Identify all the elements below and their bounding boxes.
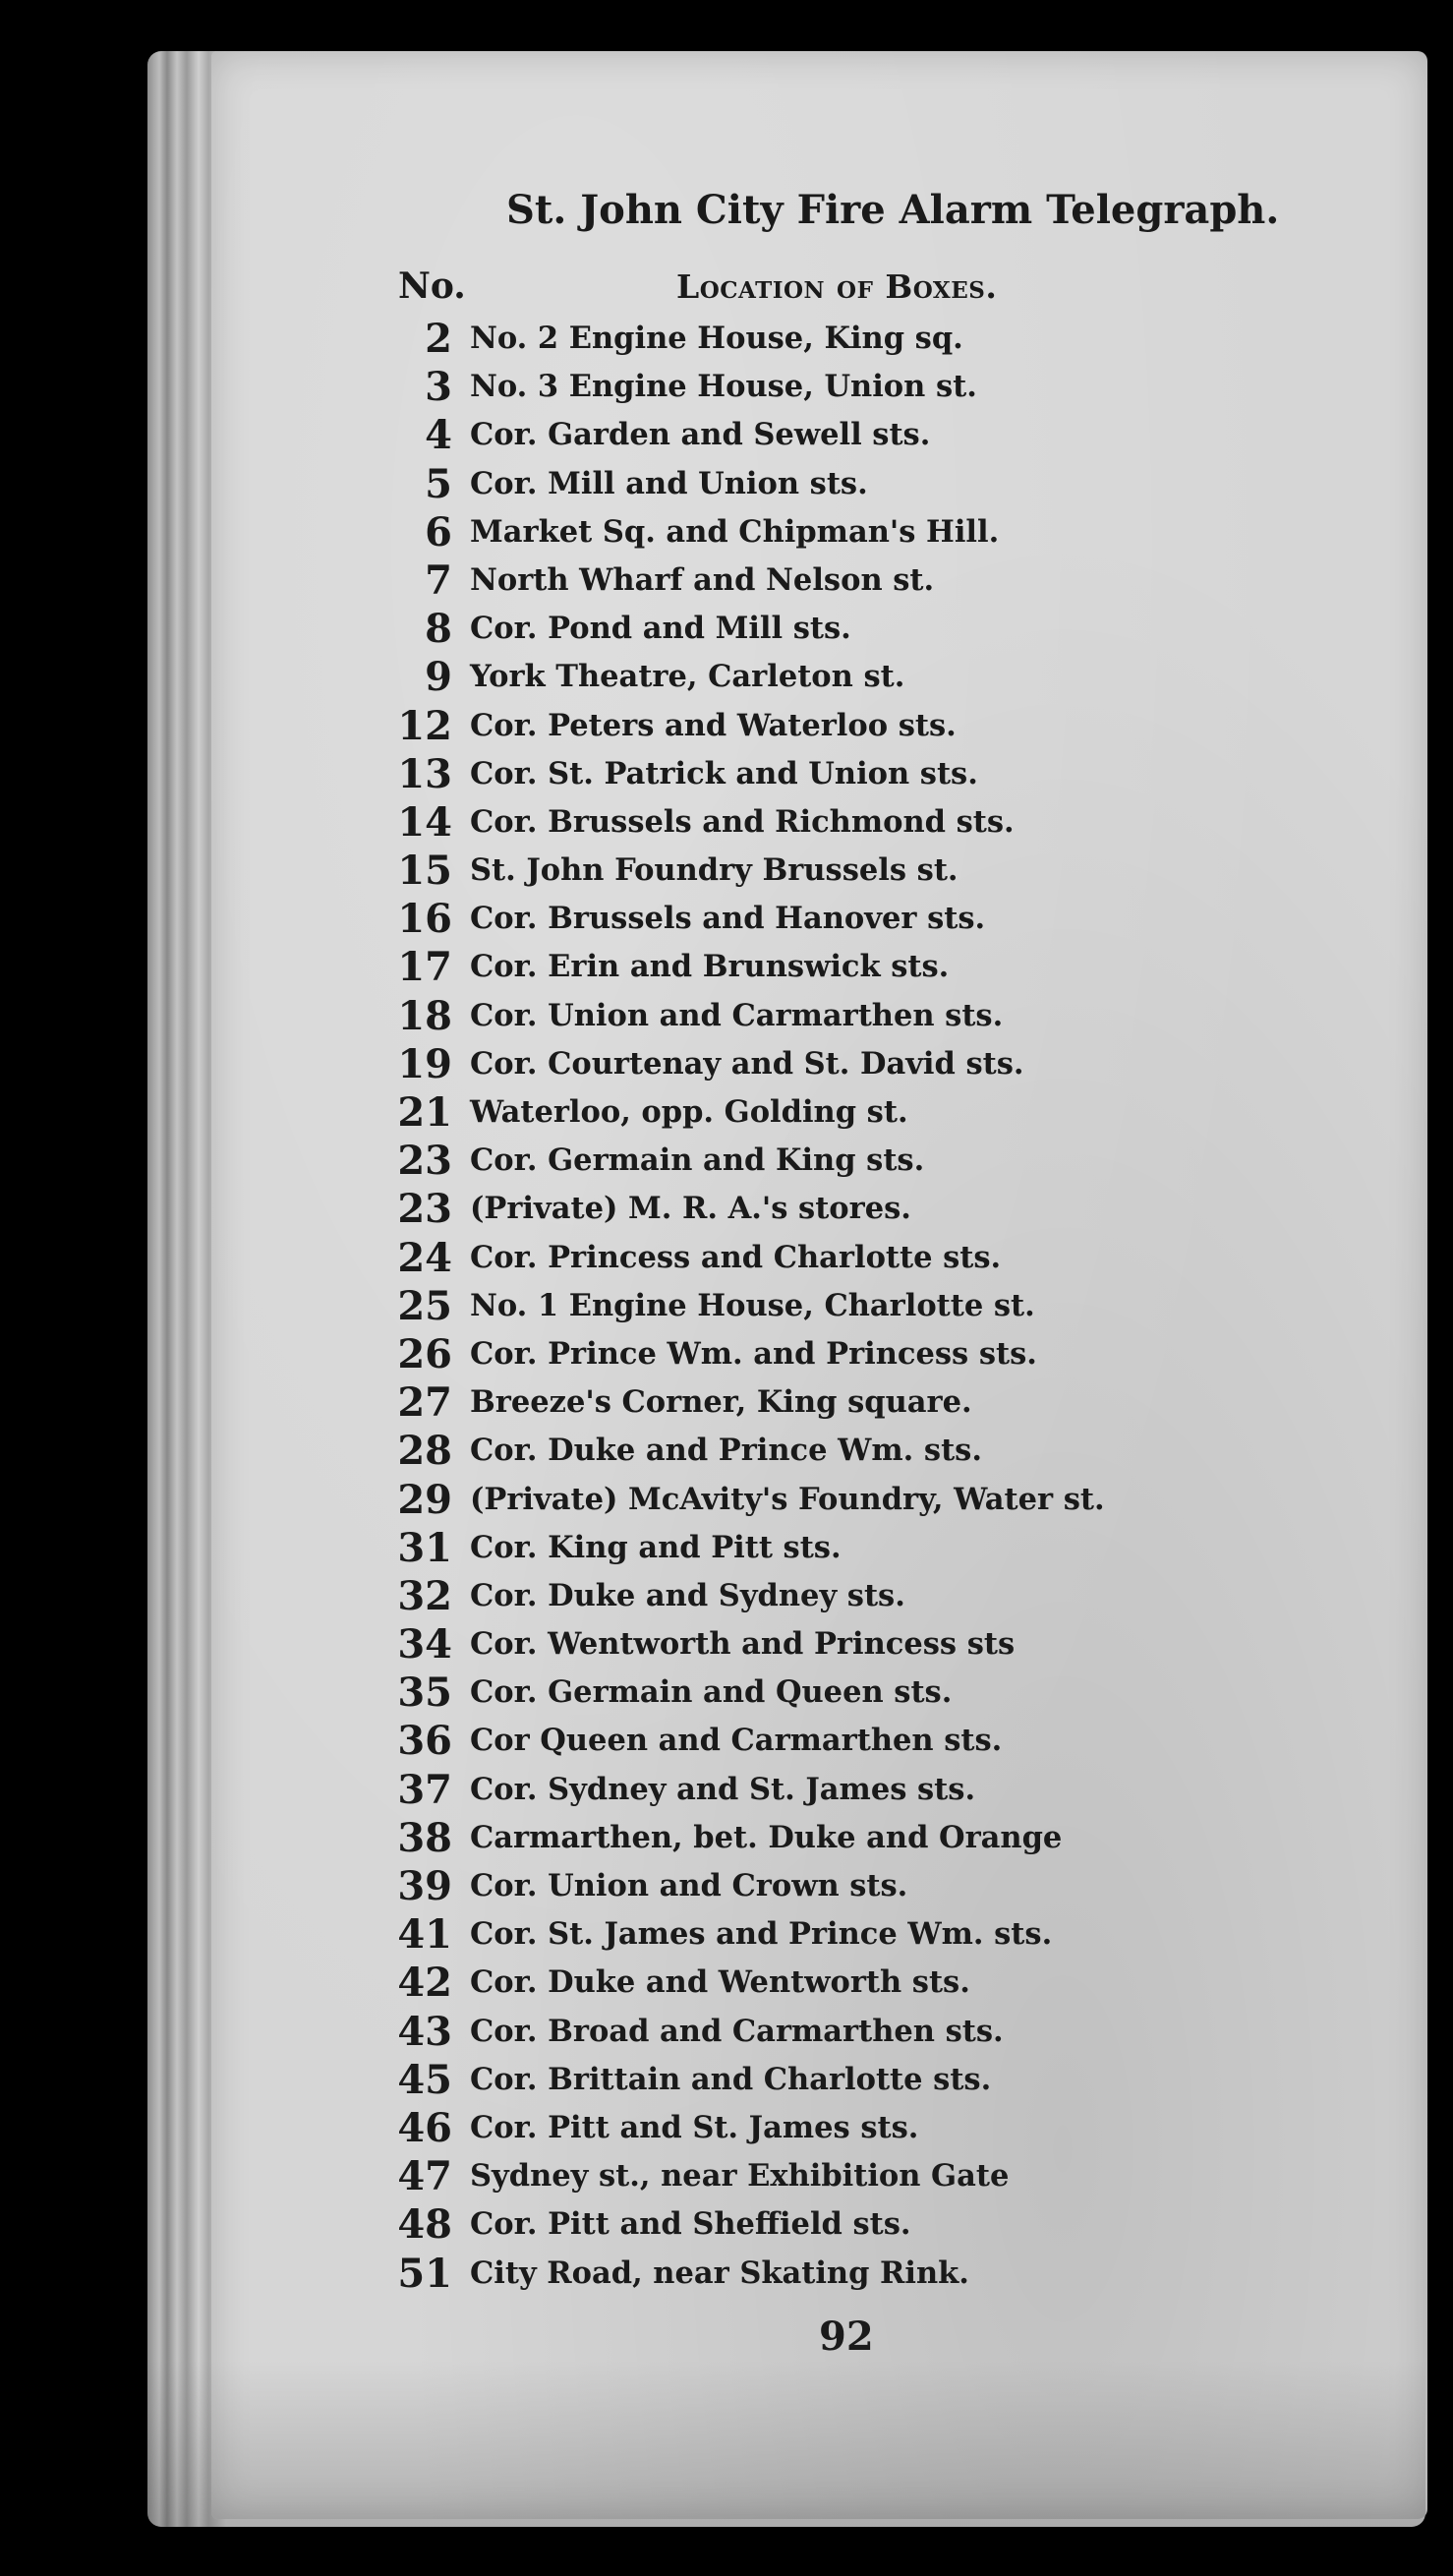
box-location: Cor. King and Pitt sts. [470, 1529, 842, 1565]
list-item [354, 1427, 1337, 1475]
box-location: North Wharf and Nelson st. [470, 561, 935, 598]
box-location: City Road, near Skating Rink. [470, 2254, 969, 2291]
box-location: Cor. Mill and Union sts. [470, 465, 868, 501]
list-item [354, 2008, 1337, 2056]
list-item [354, 1717, 1337, 1765]
list-item [354, 2200, 1337, 2249]
list-item [354, 1572, 1337, 1620]
box-location: Cor. Sydney and St. James sts. [470, 1771, 976, 1807]
list-item [354, 653, 1337, 701]
box-location: (Private) McAvity's Foundry, Water st. [470, 1481, 1105, 1517]
box-location: No. 2 Engine House, King sq. [470, 321, 963, 356]
list-item [354, 2152, 1337, 2200]
list-item [354, 1185, 1337, 1233]
box-location: Sydney st., near Exhibition Gate [470, 2158, 1010, 2195]
box-number: 24 [397, 1234, 452, 1281]
list-item [354, 1330, 1337, 1378]
list-item [354, 2104, 1337, 2152]
list-item [354, 943, 1337, 991]
box-number: 4 [425, 412, 452, 459]
box-location: Cor. Prince Wm. and Princess sts. [470, 1335, 1037, 1372]
box-location: Cor. St. James and Prince Wm. sts. [470, 1916, 1053, 1953]
fire-alarm-box-list [354, 315, 1337, 2298]
box-location: York Theatre, Carleton st. [470, 659, 905, 695]
box-number: 45 [397, 2056, 452, 2103]
box-number: 41 [397, 1911, 452, 1959]
box-location: (Private) M. R. A.'s stores. [470, 1191, 911, 1227]
box-location: Cor. Brussels and Hanover sts. [470, 901, 986, 937]
box-number: 21 [397, 1089, 452, 1136]
box-number: 23 [397, 1138, 452, 1185]
box-location: Cor. Union and Crown sts. [470, 1868, 908, 1903]
box-number: 17 [397, 944, 452, 991]
list-item [354, 1669, 1337, 1717]
box-number: 35 [397, 1669, 452, 1717]
box-number: 9 [425, 654, 452, 701]
box-location: Cor. Pitt and St. James sts. [470, 2109, 919, 2145]
box-number: 46 [397, 2104, 452, 2151]
box-number: 3 [425, 364, 452, 411]
box-location: Breeze's Corner, King square. [470, 1384, 972, 1421]
box-location: Cor. Brittain and Charlotte sts. [470, 2061, 992, 2097]
box-location: St. John Foundry Brussels st. [470, 852, 959, 889]
box-location: Cor Queen and Carmarthen sts. [470, 1723, 1003, 1759]
box-location: Cor. Union and Carmarthen sts. [470, 997, 1004, 1033]
box-location: Cor. Pond and Mill sts. [470, 611, 851, 647]
box-number: 18 [397, 992, 452, 1039]
box-location: Cor. Wentworth and Princess sts [470, 1626, 1016, 1663]
box-number: 51 [397, 2250, 452, 2297]
list-item [354, 1234, 1337, 1282]
box-number: 31 [397, 1524, 452, 1571]
box-number: 12 [397, 702, 452, 749]
list-item [354, 1910, 1337, 1959]
box-number: 32 [397, 1572, 452, 1619]
box-number: 39 [397, 1863, 452, 1909]
list-item [354, 460, 1337, 508]
box-number: 34 [397, 1621, 452, 1669]
column-header-no: No. [398, 265, 466, 307]
box-number: 6 [425, 508, 452, 556]
box-location: Cor. Duke and Wentworth sts. [470, 1964, 970, 2001]
box-location: No. 1 Engine House, Charlotte st. [470, 1287, 1035, 1323]
box-number: 42 [397, 1960, 452, 2007]
list-item [354, 556, 1337, 605]
list-item [354, 847, 1337, 895]
list-item [354, 411, 1337, 459]
box-location: Cor. Erin and Brunswick sts. [470, 949, 950, 985]
box-number: 28 [397, 1428, 452, 1475]
box-number: 13 [397, 750, 452, 797]
list-item [354, 605, 1337, 653]
page-number: 92 [819, 2313, 874, 2360]
list-item [354, 1814, 1337, 1862]
list-item [354, 750, 1337, 798]
box-location: Cor. Princess and Charlotte sts. [470, 1239, 1002, 1275]
box-number: 25 [397, 1282, 452, 1329]
box-location: Market Sq. and Chipman's Hill. [470, 513, 1000, 550]
box-number: 36 [397, 1718, 452, 1765]
list-item [354, 1959, 1337, 2007]
box-location: Cor. Brussels and Richmond sts. [470, 803, 1015, 840]
list-item [354, 1282, 1337, 1330]
box-number: 29 [397, 1476, 452, 1523]
box-number: 8 [425, 606, 452, 653]
box-number: 48 [397, 2201, 452, 2249]
column-header-location: Location of Boxes. [676, 267, 998, 306]
list-item [354, 508, 1337, 556]
list-item [354, 992, 1337, 1040]
box-number: 7 [425, 556, 452, 604]
box-location: Waterloo, opp. Golding st. [470, 1094, 908, 1130]
list-item [354, 1378, 1337, 1427]
box-number: 37 [397, 1766, 452, 1813]
box-number: 2 [425, 316, 452, 362]
list-item [354, 363, 1337, 411]
list-item [354, 1862, 1337, 1910]
list-item [354, 1524, 1337, 1572]
box-location: Cor. St. Patrick and Union sts. [470, 755, 978, 791]
box-number: 14 [397, 798, 452, 846]
list-item [354, 1620, 1337, 1669]
list-item [354, 1137, 1337, 1185]
box-location: Cor. Pitt and Sheffield sts. [470, 2206, 911, 2243]
list-item [354, 798, 1337, 847]
box-number: 23 [397, 1186, 452, 1233]
box-location: Carmarthen, bet. Duke and Orange [470, 1819, 1063, 1855]
box-location: Cor. Germain and King sts. [470, 1142, 925, 1179]
box-number: 5 [425, 460, 452, 507]
box-location: Cor. Peters and Waterloo sts. [470, 707, 957, 743]
list-item [354, 1040, 1337, 1088]
list-item [354, 2056, 1337, 2104]
box-number: 38 [397, 1814, 452, 1861]
list-item [354, 2250, 1337, 2298]
box-number: 16 [397, 896, 452, 943]
box-number: 26 [397, 1330, 452, 1377]
box-number: 27 [397, 1379, 452, 1427]
page-title: St. John City Fire Alarm Telegraph. [506, 187, 1280, 233]
list-item [354, 1766, 1337, 1814]
box-location: Cor. Duke and Prince Wm. sts. [470, 1433, 982, 1469]
box-location: No. 3 Engine House, Union st. [470, 369, 977, 405]
list-item [354, 1088, 1337, 1137]
list-item [354, 315, 1337, 363]
box-number: 19 [397, 1040, 452, 1087]
box-number: 47 [397, 2153, 452, 2200]
box-location: Cor. Courtenay and St. David sts. [470, 1045, 1024, 1082]
box-number: 15 [397, 848, 452, 895]
list-item [354, 702, 1337, 750]
box-location: Cor. Duke and Sydney sts. [470, 1577, 905, 1613]
list-item [354, 895, 1337, 943]
box-location: Cor. Broad and Carmarthen sts. [470, 2013, 1004, 2049]
box-location: Cor. Germain and Queen sts. [470, 1674, 953, 1711]
box-number: 43 [397, 2008, 452, 2055]
box-location: Cor. Garden and Sewell sts. [470, 417, 931, 453]
list-item [354, 1476, 1337, 1524]
